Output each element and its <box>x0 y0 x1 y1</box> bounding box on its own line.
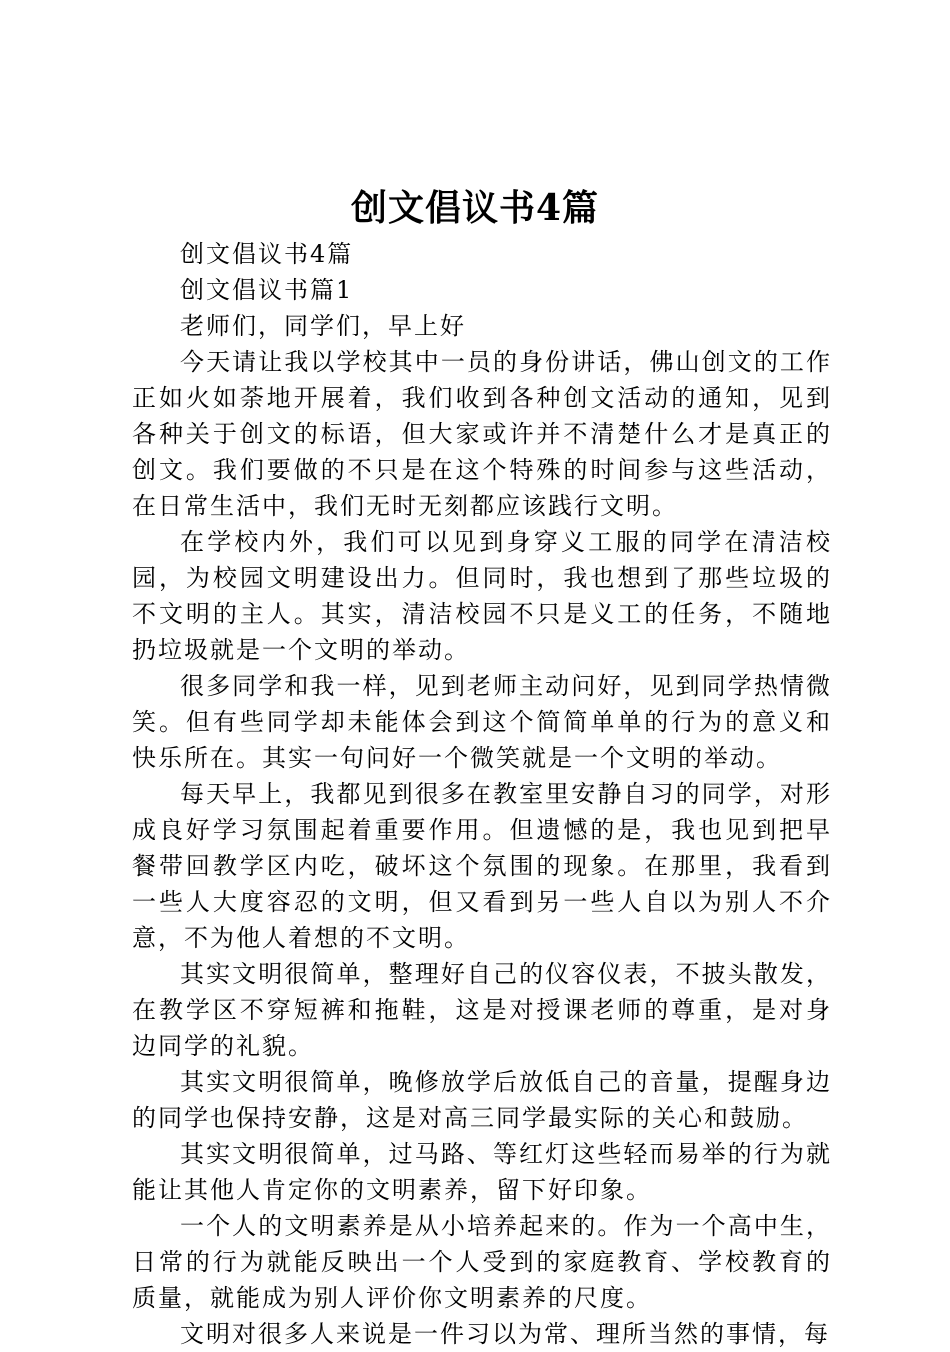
paragraph: 其实文明很简单，晚修放学后放低自己的音量，提醒身边的同学也保持安静，这是对高三同学最实际的关心和鼓励。 <box>132 1068 832 1132</box>
paragraph: 其实文明很简单，过马路、等红灯这些轻而易举的行为就能让其他人肯定你的文明素养，留下好印象。 <box>132 1140 832 1204</box>
paragraph: 老师们，同学们，早上好 <box>180 312 466 340</box>
paragraph: 一个人的文明素养是从小培养起来的。作为一个高中生，日常的行为就能反映出一个人受到的家庭教育、学校教育的质量，就能成为别人评价你文明素养的尺度。 <box>132 1212 832 1312</box>
paragraph: 其实文明很简单，整理好自己的仪容仪表，不披头散发，在教学区不穿短裤和拖鞋，这是对授课老师的尊重，是对身边同学的礼貌。 <box>132 960 832 1060</box>
paragraph: 创文倡议书4篇 <box>180 240 354 268</box>
paragraph: 文明对很多人来说是一件习以为常、理所当然的事情，每 <box>180 1320 830 1348</box>
paragraph: 很多同学和我一样，见到老师主动问好，见到同学热情微笑。但有些同学却未能体会到这个简简单单的行为的意义和快乐所在。其实一句问好一个微笑就是一个文明的举动。 <box>132 672 832 772</box>
paragraph: 每天早上，我都见到很多在教室里安静自习的同学，对形成良好学习氛围起着重要作用。但遗憾的是，我也见到把早餐带回教学区内吃，破坏这个氛围的现象。在那里，我看到一些人大度容忍的文明，但又看到另一些人自以为别人不介意，不为他人着想的不文明。 <box>132 780 832 952</box>
paragraph: 今天请让我以学校其中一员的身份讲话，佛山创文的工作正如火如荼地开展着，我们收到各种创文活动的通知，见到各种关于创文的标语，但大家或许并不清楚什么才是真正的创文。我们要做的不只是在这个特殊的时间参与这些活动，在日常生活中，我们无时无刻都应该践行文明。 <box>132 348 832 520</box>
document-body <box>132 236 832 1352</box>
paragraph: 创文倡议书篇1 <box>180 276 354 304</box>
paragraph: 在学校内外，我们可以见到身穿义工服的同学在清洁校园，为校园文明建设出力。但同时，我也想到了那些垃圾的不文明的主人。其实，清洁校园不只是义工的任务，不随地扔垃圾就是一个文明的举动。 <box>132 528 832 664</box>
document-title: 创文倡议书4篇 <box>350 187 600 229</box>
